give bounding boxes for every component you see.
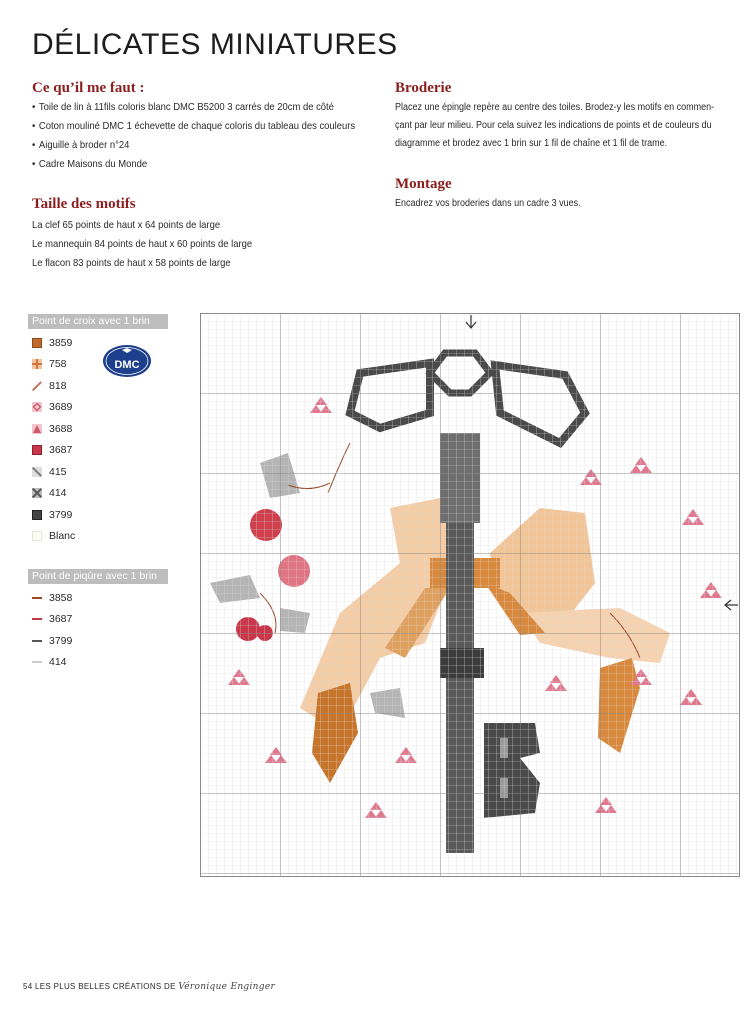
broderie-text [395, 99, 737, 153]
sizes-list [32, 216, 252, 273]
legend-code: 3859 [49, 336, 73, 349]
dmc-logo-text: DMC [114, 359, 140, 371]
diamond-outline-icon [32, 402, 42, 412]
footer-text: LES PLUS BELLES CRÉATIONS DE [35, 982, 176, 991]
list-item: Le flacon 83 points de haut x 58 points de large [32, 257, 231, 269]
materials-list [32, 98, 355, 174]
blank-square-icon [32, 531, 42, 541]
list-item: Le mannequin 84 points de haut x 60 points de large [32, 238, 253, 250]
montage-heading: Montage [395, 176, 452, 192]
legend-item-415 [32, 461, 75, 483]
legend-item-414 [32, 483, 75, 505]
page-title: DÉLICATES MINIATURES [32, 28, 398, 61]
legend-item-3687 [32, 440, 75, 462]
legend-item-3859 [32, 332, 75, 354]
legend-item-3687 [32, 609, 72, 631]
legend-code: 415 [49, 465, 67, 478]
cross-stitch-legend [32, 332, 75, 547]
materials-heading: Ce qu’il me faut : [32, 80, 145, 96]
legend-item-818 [32, 375, 75, 397]
legend-item-414 [32, 652, 72, 674]
solid-square-icon [32, 510, 42, 520]
list-item: • Aiguille à broder n°24 [32, 136, 355, 155]
legend-code: 3688 [49, 422, 73, 435]
legend-code: Blanc [49, 530, 76, 543]
diagonal-line-icon [32, 381, 42, 391]
legend-code: 414 [49, 487, 67, 500]
legend-item-3799 [32, 504, 75, 526]
sizes-heading: Taille des motifs [32, 196, 136, 212]
dmc-logo [102, 344, 152, 378]
montage-text: Encadrez vos broderies dans un cadre 3 vues. [395, 198, 581, 209]
legend-code: 3799 [49, 508, 73, 521]
legend-item-3858 [32, 587, 72, 609]
line-swatch-icon [32, 614, 42, 624]
backstitch-legend [32, 587, 72, 673]
triangle-mark-icon [32, 424, 42, 434]
backstitch-legend-heading: Point de piqûre avec 1 brin [28, 569, 168, 584]
legend-code: 758 [49, 358, 67, 371]
legend-item-blanc [32, 526, 75, 548]
author-signature: Véronique Enginger [178, 982, 276, 992]
solid-square-icon [32, 445, 42, 455]
list-item: • Toile de lin à 11fils coloris blanc DMC B5200 3 carrés de 20cm de côté [32, 98, 355, 117]
legend-code: 3799 [49, 634, 73, 647]
legend-code: 3687 [49, 444, 73, 457]
list-item: • Cadre Maisons du Monde [32, 155, 355, 174]
text-line: diagramme et brodez avec 1 brin sur 1 fil de chaîne et 1 fil de trame. [395, 138, 668, 149]
legend-item-3799 [32, 630, 72, 652]
x-mark-icon [32, 488, 42, 498]
page-footer [23, 982, 275, 992]
backslash-mark-icon [32, 467, 42, 477]
plus-mark-icon [32, 359, 42, 369]
page-number: 54 [23, 982, 33, 991]
list-item: • Coton mouliné DMC 1 échevette de chaque coloris du tableau des couleurs [32, 117, 355, 136]
line-swatch-icon [32, 657, 42, 667]
cross-stitch-key-chart [200, 313, 740, 877]
legend-item-3689 [32, 397, 75, 419]
legend-item-758 [32, 354, 75, 376]
solid-square-icon [32, 338, 42, 348]
legend-code: 3858 [49, 591, 73, 604]
line-swatch-icon [32, 593, 42, 603]
broderie-heading: Broderie [395, 80, 452, 96]
text-line: Placez une épingle repère au centre des toiles. Brodez-y les motifs en commen- [395, 102, 715, 113]
cross-stitch-legend-heading: Point de croix avec 1 brin [28, 314, 168, 329]
legend-code: 414 [49, 656, 67, 669]
legend-code: 818 [49, 379, 67, 392]
list-item: La clef 65 points de haut x 64 points de large [32, 219, 221, 231]
text-line: çant par leur milieu. Pour cela suivez les indications de points et de couleurs du [395, 120, 712, 131]
legend-code: 3689 [49, 401, 73, 414]
legend-item-3688 [32, 418, 75, 440]
legend-code: 3687 [49, 613, 73, 626]
line-swatch-icon [32, 636, 42, 646]
